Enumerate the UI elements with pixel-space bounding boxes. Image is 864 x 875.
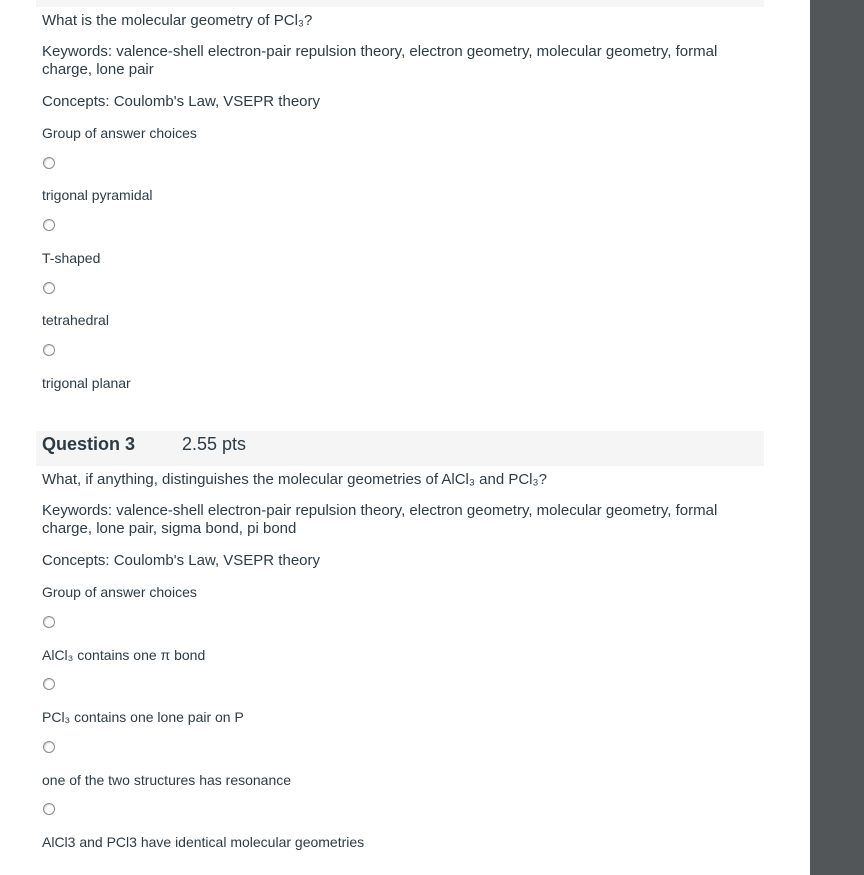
question-3-option-1-radio[interactable]: [43, 616, 55, 628]
question-2-concepts: Concepts: Coulomb's Law, VSEPR theory: [42, 93, 320, 110]
question-3-concepts: Concepts: Coulomb's Law, VSEPR theory: [42, 552, 320, 569]
question-3-option-3-radio[interactable]: [43, 741, 55, 753]
question-3-option-1-label[interactable]: AlCl₃ contains one π bond: [42, 647, 206, 663]
viewer-scrollbar-track[interactable]: [810, 0, 864, 875]
question-2-prompt: What is the molecular geometry of PCl₃?: [42, 12, 313, 29]
question-2-option-2-radio[interactable]: [43, 219, 55, 231]
question-3-title: Question 3: [42, 434, 136, 454]
question-2-header-strip: [36, 0, 764, 7]
question-3-option-4-label[interactable]: AlCl3 and PCl3 have identical molecular geometries: [42, 834, 365, 850]
question-2-option-2-label[interactable]: T-shaped: [42, 250, 101, 266]
question-2-option-1-label[interactable]: trigonal pyramidal: [42, 187, 153, 203]
question-3-option-2-radio[interactable]: [43, 678, 55, 690]
question-2-group-label: Group of answer choices: [42, 125, 197, 141]
question-3-keywords: Keywords: valence-shell electron-pair repulsion theory, electron geometry, molecular geometry, formal charge, lone pair, sigma bond, pi bond: [42, 502, 718, 537]
question-2-option-3-radio[interactable]: [43, 282, 55, 294]
question-2-keywords: Keywords: valence-shell electron-pair repulsion theory, electron geometry, molecular geometry, formal charge, lone pair: [42, 43, 718, 78]
question-3-points: 2.55 pts: [182, 434, 247, 454]
question-2-option-3-label[interactable]: tetrahedral: [42, 312, 109, 328]
question-2-option-4-radio[interactable]: [43, 344, 55, 356]
question-3-option-3-label[interactable]: one of the two structures has resonance: [42, 772, 292, 788]
question-2-option-1-radio[interactable]: [43, 157, 55, 169]
question-3-option-2-label[interactable]: PCl₃ contains one lone pair on P: [42, 709, 244, 725]
question-3-option-4-radio[interactable]: [43, 803, 55, 815]
question-3-prompt: What, if anything, distinguishes the molecular geometries of AlCl₃ and PCl₃?: [42, 471, 547, 488]
question-3-header: [36, 431, 764, 466]
question-2-option-4-label[interactable]: trigonal planar: [42, 375, 131, 391]
question-3-group-label: Group of answer choices: [42, 584, 197, 600]
